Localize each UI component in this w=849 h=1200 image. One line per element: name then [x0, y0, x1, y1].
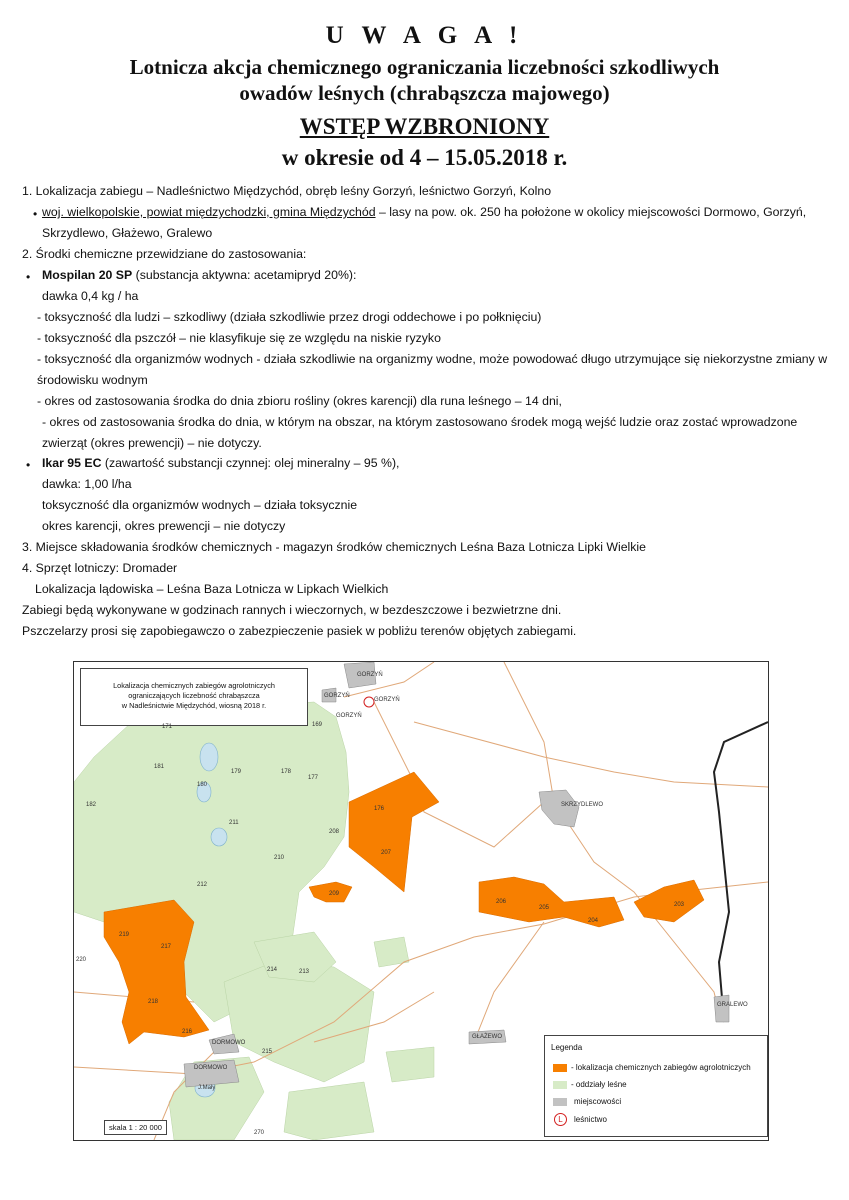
compartment-number: 207	[381, 850, 392, 856]
compartment-number: 217	[161, 944, 172, 950]
compartment-number: 210	[274, 855, 285, 861]
area-203	[634, 880, 704, 922]
mospilan-prevention-cont: zwierząt (okres prewencji) – nie dotyczy.	[42, 436, 262, 450]
mospilan-prevention: - okres od zastosowania środka do dnia, w którym na obszar, na którym zastosowano środek mogą wejść ludzie oraz zostać wprowadzone	[42, 415, 798, 429]
compartment-number: 213	[299, 969, 310, 975]
compartment-number: 178	[281, 769, 292, 775]
compartment-number: 209	[329, 891, 340, 897]
compartment-number: 220	[76, 957, 87, 963]
mospilan-bee-toxicity: - toksyczność dla pszczół – nie klasyfikuje się ze względu na niskie ryzyko	[37, 331, 441, 345]
forest-swatch	[553, 1081, 567, 1089]
schedule-note: Zabiegi będą wykonywane w godzinach rannych i wieczornych, w bezdeszczowe i bezwietrzne dni.	[22, 603, 562, 617]
point-1-villages: Skrzydlewo, Głażewo, Gralewo	[42, 226, 213, 240]
ikar-title	[42, 456, 399, 471]
compartment-number: 205	[539, 905, 550, 911]
treatment-swatch	[553, 1064, 567, 1072]
compartment-number: 215	[262, 1049, 273, 1055]
compartment-number: 212	[197, 882, 208, 888]
compartment-number: 203	[674, 902, 685, 908]
ikar-periods: okres karencji, okres prewencji – nie dotyczy	[42, 519, 286, 533]
ikar-name: Ikar 95 EC	[42, 456, 102, 470]
location-rest: – lasy na pow. ok. 250 ha położone w okolicy miejscowości Dormowo, Gorzyń,	[375, 205, 807, 219]
map-title-line-2: ograniczających liczebność chrabąszcza	[128, 691, 260, 700]
lesnictwo-icon	[364, 697, 374, 707]
point-1-location	[42, 205, 806, 220]
mospilan-water-toxicity: - toksyczność dla organizmów wodnych - działa szkodliwie na organizmy wodne, może powodować długo utrzymujące się niekorzystne zmiany w	[37, 352, 828, 366]
legend-treatment: - lokalizacja chemicznych zabiegów agrolotniczych	[571, 1063, 751, 1072]
compartment-number: 169	[312, 722, 323, 728]
compartment-number: 211	[229, 820, 239, 826]
area-207-176	[349, 772, 439, 892]
place-dormowo: DORMOWO	[212, 1040, 246, 1046]
map-title-box	[80, 668, 308, 726]
place-gralewo: GRALEWO	[717, 1002, 748, 1008]
location-underlined: woj. wielkopolskie, powiat międzychodzki, gmina Międzychód	[42, 205, 376, 219]
place-gorzyn: GORZYŃ	[324, 693, 350, 699]
compartment-number: 171	[162, 724, 173, 730]
map-scale: skala 1 : 20 000	[104, 1120, 167, 1135]
ikar-desc: (zawartość substancji czynnej: olej mineralny – 95 %),	[101, 456, 400, 470]
mospilan-dose: dawka 0,4 kg / ha	[42, 289, 139, 303]
treatment-map	[73, 661, 769, 1141]
compartment-number: 218	[148, 999, 159, 1005]
bullet-icon: •	[33, 207, 38, 221]
town-swatch	[553, 1098, 567, 1106]
point-1: 1. Lokalizacja zabiegu – Nadleśnictwo Międzychód, obręb leśny Gorzyń, leśnictwo Gorzyń, Kolno	[22, 184, 552, 198]
compartment-number: 270	[254, 1130, 265, 1136]
mospilan-name: Mospilan 20 SP	[42, 268, 133, 282]
compartment-number: 204	[588, 918, 599, 924]
warning-heading: U W A G A !	[325, 22, 524, 49]
legend-forest: - oddziały leśne	[571, 1080, 627, 1089]
compartment-number: 208	[329, 829, 340, 835]
point-3: 3. Miejsce składowania środków chemicznych - magazyn środków chemicznych Leśna Baza Lotnicza Lipki Wielkie	[22, 540, 646, 554]
lesnictwo-legend-icon: L	[554, 1113, 567, 1126]
mospilan-title	[42, 268, 356, 283]
place-dormowo: DORMOWO	[194, 1065, 228, 1071]
lake-label: J.Mały	[198, 1085, 216, 1091]
map-title-line-1: Lokalizacja chemicznych zabiegów agrolotniczych	[113, 681, 275, 690]
place-gorzyn: GORZYŃ	[374, 697, 400, 703]
compartment-number: 182	[86, 802, 97, 808]
district-border	[714, 722, 768, 1022]
map-title-line-3: w Nadleśnictwie Międzychód, wiosną 2018 r.	[121, 701, 267, 710]
compartment-number: 219	[119, 932, 130, 938]
point-4: 4. Sprzęt lotniczy: Dromader	[22, 561, 178, 575]
mospilan-water-toxicity-cont: środowisku wodnym	[37, 373, 148, 387]
compartment-number: 180	[197, 782, 208, 788]
map-legend	[544, 1035, 768, 1137]
beekeepers-note: Pszczelarzy prosi się zapobiegawczo o zabezpieczenie pasiek w pobliżu terenów objętych zabiegami.	[22, 624, 577, 638]
mospilan-human-toxicity: - toksyczność dla ludzi – szkodliwy (działa szkodliwie przez drogi oddechowe i po połknięciu)	[37, 310, 542, 324]
ikar-dose: dawka: 1,00 l/ha	[42, 477, 132, 491]
place-glazewo: GŁAŻEWO	[472, 1034, 503, 1040]
date-range-heading: w okresie od 4 – 15.05.2018 r.	[281, 145, 568, 170]
subtitle-line-1: Lotnicza akcja chemicznego ograniczania liczebności szkodliwych	[129, 55, 720, 79]
legend-title: Legenda	[551, 1043, 583, 1052]
subtitle-line-2: owadów leśnych (chrabąszcza majowego)	[239, 81, 610, 105]
compartment-number: 216	[182, 1029, 193, 1035]
no-entry-heading: WSTĘP WZBRONIONY	[299, 114, 550, 139]
subtitle	[0, 54, 849, 106]
place-gorzyn: GORZYŃ	[336, 713, 362, 719]
point-2: 2. Środki chemiczne przewidziane do zastosowania:	[22, 247, 307, 261]
bullet-icon: •	[26, 270, 31, 284]
compartment-number: 176	[374, 806, 385, 812]
compartment-number: 177	[308, 775, 319, 781]
landing-location: Lokalizacja lądowiska – Leśna Baza Lotnicza w Lipkach Wielkich	[35, 582, 389, 596]
compartment-number: 179	[231, 769, 242, 775]
compartment-number: 181	[154, 764, 165, 770]
place-skrzydlewo: SKRZYDLEWO	[561, 802, 604, 808]
ikar-water-toxicity: toksyczność dla organizmów wodnych – działa toksycznie	[42, 498, 358, 512]
compartment-number: 214	[267, 967, 278, 973]
mospilan-desc: (substancja aktywna: acetamipryd 20%):	[132, 268, 357, 282]
mospilan-harvest-period: - okres od zastosowania środka do dnia zbioru rośliny (okres karencji) dla runa leśnego – 14 dni,	[37, 394, 562, 408]
compartment-number: 206	[496, 899, 507, 905]
legend-towns: miejscowości	[574, 1097, 622, 1106]
bullet-icon: •	[26, 458, 31, 472]
place-gorzyn: GORZYŃ	[357, 672, 383, 678]
legend-lesnictwo: leśnictwo	[574, 1115, 607, 1124]
